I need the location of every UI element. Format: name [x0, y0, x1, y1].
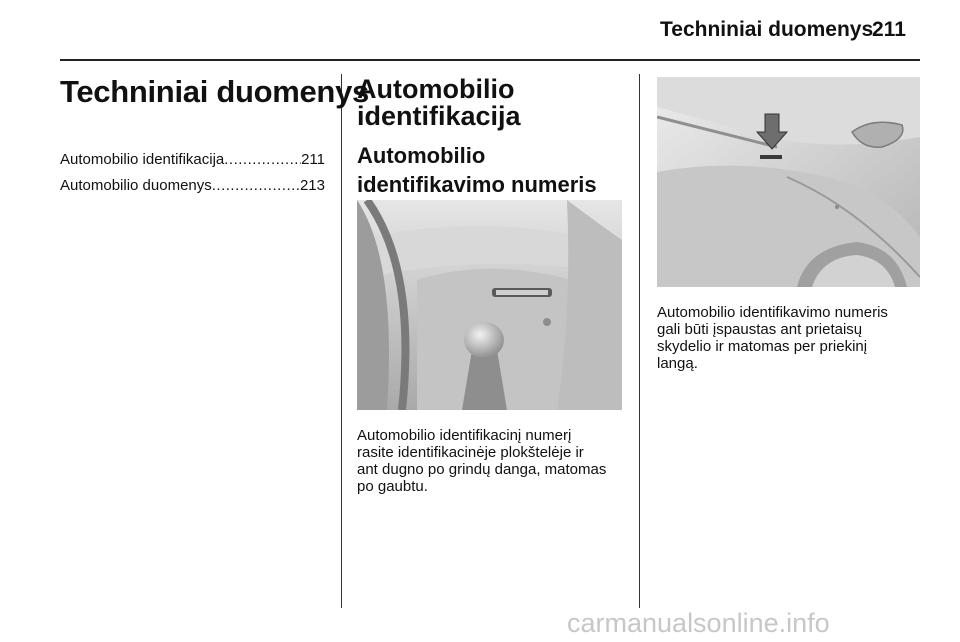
toc-entry[interactable] [60, 177, 325, 194]
toc-entry-page: 211 [301, 151, 325, 168]
header-rule [60, 59, 920, 61]
caption-line: Automobilio identifikacinį numerį [357, 427, 572, 444]
section-heading: Automobilio identifikacija [357, 74, 521, 131]
caption-line: langą. [657, 355, 698, 372]
subsection-heading: Automobilio identifikavimo numeris [357, 143, 597, 197]
watermark: carmanualsonline.info [567, 608, 830, 638]
figure-caption [357, 427, 632, 495]
toc-leader-dots [224, 151, 301, 168]
toc-leader-dots [212, 177, 300, 194]
caption-line: skydelio ir matomas per priekinį [657, 338, 868, 355]
toc-entry-page: 213 [299, 177, 325, 194]
column-divider-left [341, 74, 342, 608]
caption-line: Automobilio identifikavimo numeris [657, 304, 888, 321]
caption-line: rasite identifikacinėje plokštelėje ir [357, 444, 584, 461]
caption-line: po gaubtu. [357, 478, 428, 495]
chapter-title: Techniniai duomenys [60, 74, 369, 109]
toc-entry-label: Automobilio identifikacija [60, 151, 225, 168]
running-header-title: Techniniai duomenys [660, 18, 874, 41]
toc-entry-label: Automobilio duomenys [60, 177, 212, 194]
page-number: 211 [872, 18, 906, 41]
caption-line: gali būti įspaustas ant prietaisų [657, 321, 863, 338]
toc-entry[interactable] [60, 151, 325, 168]
windshield-vin-photo [657, 77, 920, 287]
caption-line: ant dugno po grindų danga, matomas [357, 461, 607, 478]
figure-caption [657, 304, 920, 372]
vin-plate-photo [357, 200, 622, 410]
column-divider-right [639, 74, 640, 608]
